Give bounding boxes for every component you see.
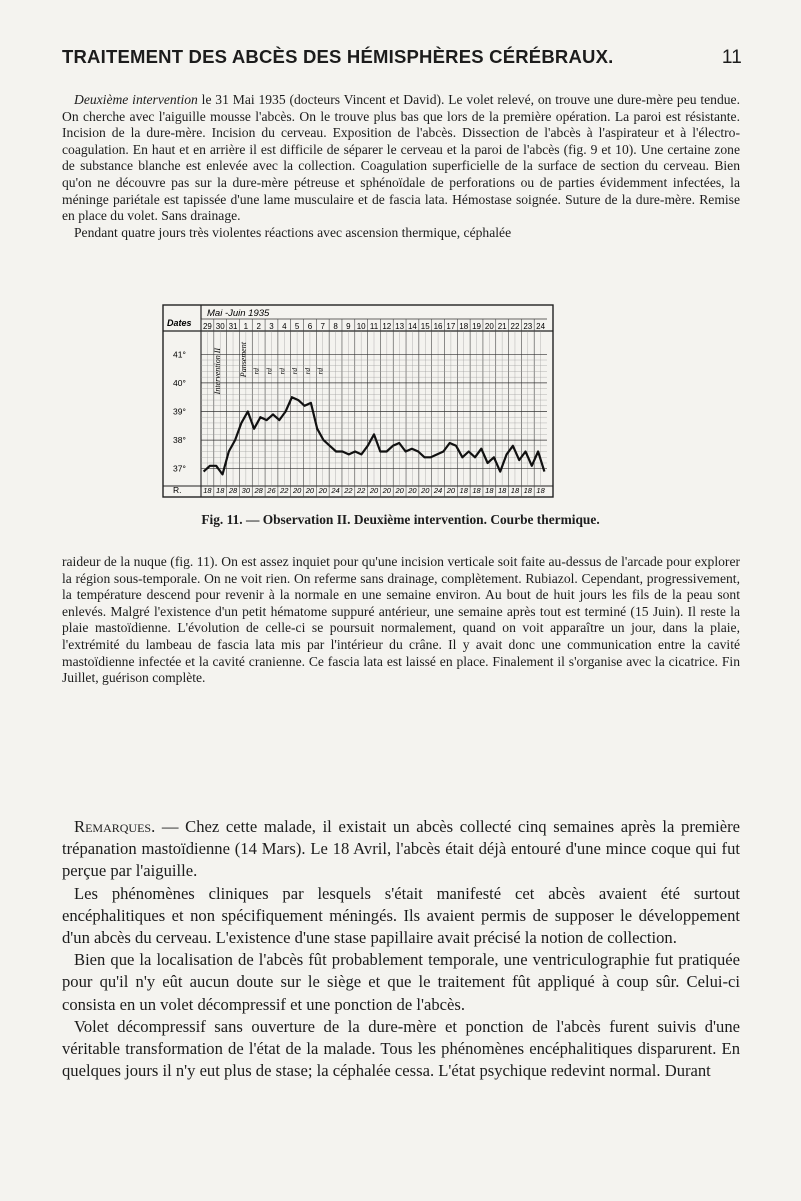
chart-day-tick: 31 <box>228 322 238 331</box>
chart-month-label: Mai -Juin 1935 <box>207 308 270 319</box>
chart-day-tick: 30 <box>215 322 225 331</box>
paragraph: Bien que la localisation de l'abcès fût probablement temporale, une ventriculographie fut pratiquée pour qu'il n'y eût aucun doute sur le siège et que le traitement fût appliqué à coup sûr. Celui-ci consista en un volet décompressif et une ponction de l'abcès. <box>62 950 740 1014</box>
chart-resp-value: 18 <box>216 486 225 495</box>
chart-day-tick: 15 <box>420 322 430 331</box>
evolution-text <box>62 554 740 687</box>
chart-day-tick: 22 <box>510 322 520 331</box>
remarks-section <box>62 816 740 1082</box>
chart-dates-label: Dates <box>167 318 192 328</box>
chart-column-mark: rd <box>302 367 312 375</box>
chart-day-tick: 24 <box>536 322 546 331</box>
chart-day-tick: 23 <box>523 322 533 331</box>
chart-resp-value: 20 <box>395 486 404 495</box>
chart-day-tick: 2 <box>256 322 261 331</box>
chart-annotation: Intervention II <box>213 347 223 395</box>
chart-resp-value: 18 <box>497 486 507 495</box>
chart-day-tick: 6 <box>307 322 313 331</box>
chart-day-tick: 19 <box>472 322 481 331</box>
chart-column-mark: rd <box>251 367 261 375</box>
chart-day-tick: 17 <box>446 322 456 331</box>
chart-day-tick: 9 <box>346 322 351 331</box>
chart-resp-value: 20 <box>369 486 379 495</box>
chart-y-tick: 41° <box>173 349 186 360</box>
paragraph: Volet décompressif sans ouverture de la dure-mère et ponction de l'abcès furent suivis d'une véritable transformation de l'état de la malade. Tous les phénomènes encéphalitiques disparurent. En quelques jours il n'y eut plus de stase; la céphalée cessa. L'état psychique redevint normal. Durant <box>62 1016 740 1081</box>
figure-label: Fig. 11. <box>201 512 243 527</box>
paragraph: Les phénomènes cliniques par lesquels s'était manifesté cet abcès avaient été surtout encéphalitiques et non spécifiquement méningés. Ils avaient permis de supposer le développement d'un abcès du cerveau. L'existence d'une stase papillaire avait précisé la notion de collection. <box>62 883 740 948</box>
paragraph-title: Deuxième intervention <box>74 92 198 107</box>
chart-frame <box>163 305 553 497</box>
chart-column-mark: rd <box>264 367 274 375</box>
chart-day-tick: 11 <box>369 322 379 331</box>
chart-day-tick: 18 <box>459 322 469 331</box>
chart-resp-value: 24 <box>331 486 340 495</box>
chart-resp-value: 20 <box>408 486 417 495</box>
chart-resp-value: 22 <box>357 486 366 495</box>
chart-resp-value: 18 <box>523 486 532 495</box>
chart-y-tick: 38° <box>173 435 186 446</box>
chart-resp-value: 18 <box>203 486 212 495</box>
chart-resp-value: 30 <box>241 486 251 495</box>
chart-resp-value: 18 <box>472 486 481 495</box>
chart-day-tick: 16 <box>433 322 443 331</box>
chart-resp-value: 18 <box>510 486 520 495</box>
chart-day-tick: 3 <box>269 322 274 331</box>
paragraph <box>62 816 740 883</box>
chart-day-tick: 7 <box>320 322 325 331</box>
chart-row-label: R. <box>173 485 182 495</box>
chart-day-tick: 8 <box>333 322 338 331</box>
chart-day-tick: 1 <box>243 322 249 331</box>
chart-day-tick: 20 <box>484 322 494 331</box>
page-number: 11 <box>721 47 742 68</box>
chart-resp-value: 20 <box>382 486 391 495</box>
chart-day-tick: 14 <box>407 322 417 331</box>
chart-resp-value: 20 <box>292 486 302 495</box>
chart-resp-value: 20 <box>318 486 327 495</box>
chart-resp-value: 28 <box>254 486 263 495</box>
chart-resp-value: 20 <box>421 486 430 495</box>
chart-day-tick: 12 <box>382 322 392 331</box>
chart-resp-value: 22 <box>280 486 289 495</box>
remarks-label: Remarques. <box>74 817 156 836</box>
chart-day-tick: 13 <box>395 322 405 331</box>
chart-y-tick: 39° <box>173 406 186 417</box>
remarks-body: — Chez cette malade, il existait un abcès collecté cinq semaines après la première trépanation mastoïdienne (14 Mars). Le 18 Avril, l'abcès était déjà entouré d'une mince coque qui fut perçue par l'aiguille. <box>62 817 740 881</box>
paragraph: raideur de la nuque (fig. 11). On est assez inquiet pour qu'une incision verticale soit faite au-dessus de l'arcade pour explorer la région sous-temporale. On ne voit rien. On referme sans drainage, complètement. Rubiazol. Cependant, progressivement, la température descend pour revenir à la normale en une semaine environ. Au bout de huit jours les fils de la peau sont enlevés. Malgré l'existence d'un petit hématome suppuré antérieur, une semaine après tout est terminé (15 Juin). Il reste la plaie mastoïdienne. L'évolution de celle-ci se poursuit normalement, quand on voit apparaître un jour, dans la plaie, l'extrémité du lambeau de fascia lata mis par l'intérieur du crâne. Il y avait donc une communication entre la cavité mastoïdienne infectée et la cavité cranienne. Ce fascia lata est laissé en place. Finalement il s'organise avec la cicatrice. Fin Juillet, guérison complète. <box>62 554 740 686</box>
chart-resp-value: 18 <box>485 486 494 495</box>
chart-day-tick: 5 <box>294 322 300 331</box>
chart-annotation: Pansement <box>238 342 248 378</box>
chart-column-mark: rd <box>315 367 325 375</box>
chart-y-tick: 37° <box>173 463 186 474</box>
chart-day-tick: 10 <box>356 322 366 331</box>
figure-caption <box>0 512 801 528</box>
chart-column-mark: rd <box>290 367 300 375</box>
chart-resp-value: 26 <box>267 486 276 495</box>
chart-day-tick: 4 <box>282 322 287 331</box>
paragraph: Pendant quatre jours très violentes réactions avec ascension thermique, céphalée <box>74 224 512 240</box>
chart-resp-value: 20 <box>446 486 456 495</box>
chart-resp-value: 20 <box>305 486 315 495</box>
figure-caption-text: — Observation II. Deuxième intervention. Courbe thermique. <box>242 512 600 527</box>
chart-resp-value: 18 <box>536 486 545 495</box>
paragraph-body: le 31 Mai 1935 (docteurs Vincent et David). Le volet relevé, on trouve une dure-mère peu tendue. On cherche avec l'aiguille mousse l'abcès. On le trouve plus bas que lors de la première opération. La paroi est résistante. Incision de la dure-mère. Incision du cerveau. Exposition de l'abcès. Dissection de l'abcès à l'aspirateur et à l'électro-coagulation. En haut et en arrière il est difficile de séparer le cerveau et la paroi de l'abcès (fig. 9 et 10). Une certaine zone de substance blanche est enlevée avec la collection. Coagulation superficielle de la surface de section du cerveau. Bien qu'on ne découvre pas sur la dure-mère pétreuse et sphénoïdale de perforations ou de parties évidemment infectées, la méninge pariétale est tapissée d'une lame musculaire et de fascia lata. Hémostase soignée. Suture de la dure-mère. Remise en place du volet. Sans drainage. <box>62 92 740 224</box>
chart-resp-value: 28 <box>228 486 238 495</box>
chart-day-tick: 29 <box>202 322 212 331</box>
chart-day-tick: 21 <box>497 322 507 331</box>
chart-y-tick: 40° <box>173 377 186 388</box>
chart-resp-value: 24 <box>433 486 443 495</box>
chart-resp-value: 22 <box>344 486 353 495</box>
chart-resp-value: 18 <box>459 486 468 495</box>
running-head-title: TRAITEMENT DES ABCÈS DES HÉMISPHÈRES CÉRÉBRAUX. <box>62 46 614 67</box>
chart-column-mark: rd <box>277 367 287 375</box>
